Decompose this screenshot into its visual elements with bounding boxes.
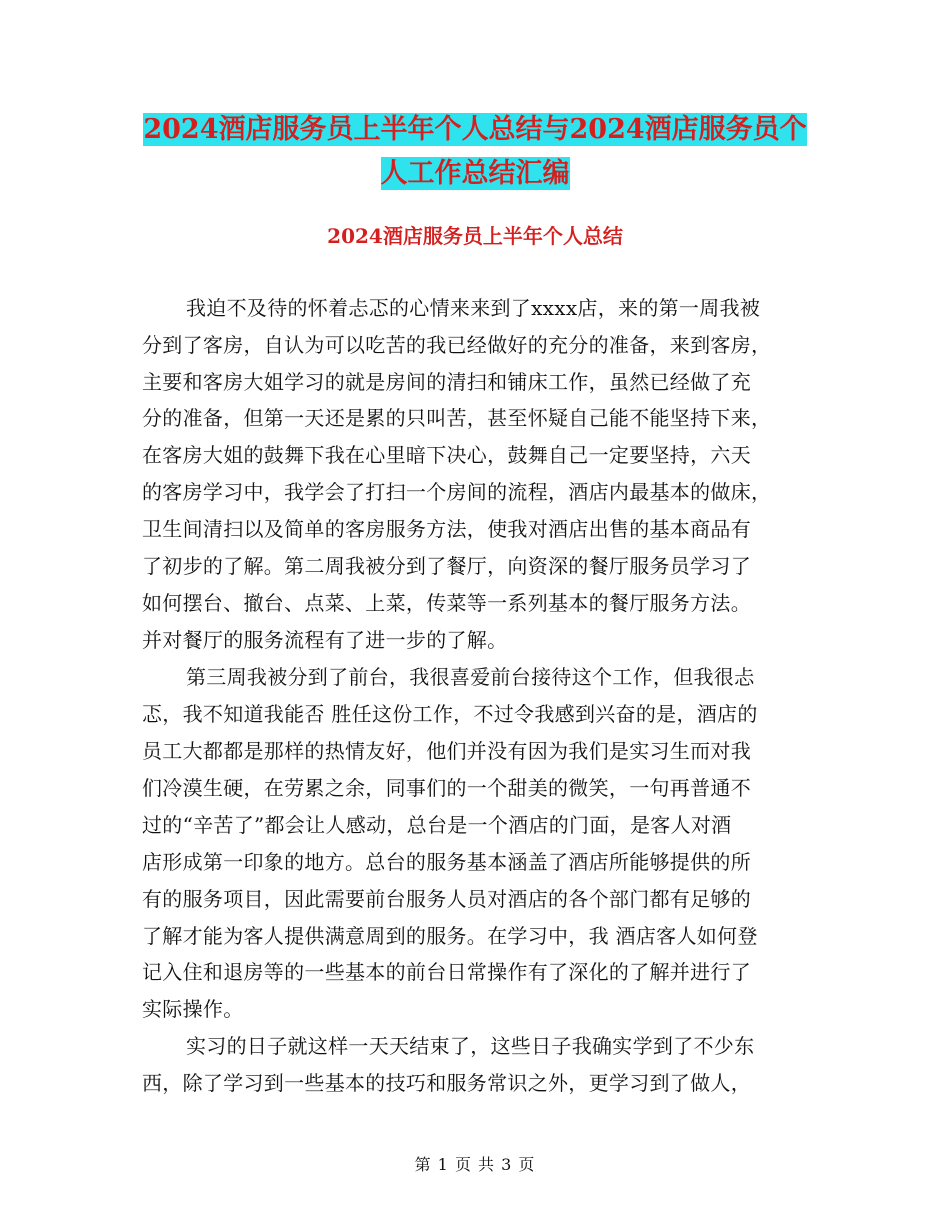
paragraph-line: 实习的日子就这样一天天结束了，这些日子我确实学到了不少东 — [186, 1034, 755, 1058]
paragraph-line: 并对餐厅的服务流程有了进一步的了解。 — [142, 628, 508, 652]
paragraph-line: 第三周我被分到了前台，我很喜爱前台接待这个工作，但我很忐 — [186, 665, 755, 689]
paragraph-line: 店形成第一印象的地方。总台的服务基本涵盖了酒店所能够提供的所 — [142, 850, 751, 874]
paragraph-line: 如何摆台、撤台、点菜、上菜，传菜等一系列基本的餐厅服务方法。 — [142, 591, 751, 615]
paragraph-line: 员工大都都是那样的热情友好，他们并没有因为我们是实习生而对我 — [142, 739, 751, 763]
paragraph-line: 我迫不及待的怀着忐忑的心情来来到了xxxx店，来的第一周我被 — [186, 296, 761, 320]
paragraph-line: 有的服务项目，因此需要前台服务人员对酒店的各个部门都有足够的 — [142, 887, 751, 911]
paragraph-line: 分的准备，但第一天还是累的只叫苦，甚至怀疑自己能不能坚持下来， — [142, 406, 772, 430]
paragraph-line: 的客房学习中，我学会了打扫一个房间的流程，酒店内最基本的做床， — [142, 480, 772, 504]
paragraph-line: 了初步的了解。第二周我被分到了餐厅，向资深的餐厅服务员学习了 — [142, 554, 751, 578]
paragraph-line: 卫生间清扫以及简单的客房服务方法，使我对酒店出售的基本商品有 — [142, 517, 751, 541]
paragraph-line: 在客房大姐的鼓舞下我在心里暗下决心，鼓舞自己一定要坚持，六天 — [142, 443, 751, 467]
document-title-text-1: 2024酒店服务员上半年个人总结与2024酒店服务员个 — [143, 114, 807, 145]
paragraph-line: 实际操作。 — [142, 997, 244, 1021]
paragraph-line: 记入住和退房等的一些基本的前台日常操作有了深化的了解并进行了 — [142, 960, 751, 984]
page-number-footer: 第 1 页 共 3 页 — [414, 1155, 536, 1174]
paragraph-line: 过的“辛苦了”都会让人感动，总台是一个酒店的门面，是客人对酒 — [142, 813, 732, 837]
paragraph-line: 西，除了学习到一些基本的技巧和服务常识之外，更学习到了做人， — [142, 1071, 751, 1095]
paragraph-line: 主要和客房大姐学习的就是房间的清扫和铺床工作，虽然已经做了充 — [142, 370, 751, 394]
document-title-line-2 — [0, 156, 950, 192]
paragraph-line: 们冷漠生硬，在劳累之余，同事们的一个甜美的微笑，一句再普通不 — [142, 776, 751, 800]
paragraph-line: 忑，我不知道我能否 胜任这份工作，不过令我感到兴奋的是，酒店的 — [142, 702, 758, 726]
paragraph-line: 了解才能为客人提供满意周到的服务。在学习中，我 酒店客人如何登 — [142, 924, 758, 948]
paragraph-line: 分到了客房，自认为可以吃苦的我已经做好的充分的准备，来到客房， — [142, 333, 772, 357]
document-title-text-2: 人工作总结汇编 — [380, 158, 570, 189]
document-title-line-1 — [0, 112, 950, 148]
section-heading: 2024酒店服务员上半年个人总结 — [327, 224, 623, 248]
